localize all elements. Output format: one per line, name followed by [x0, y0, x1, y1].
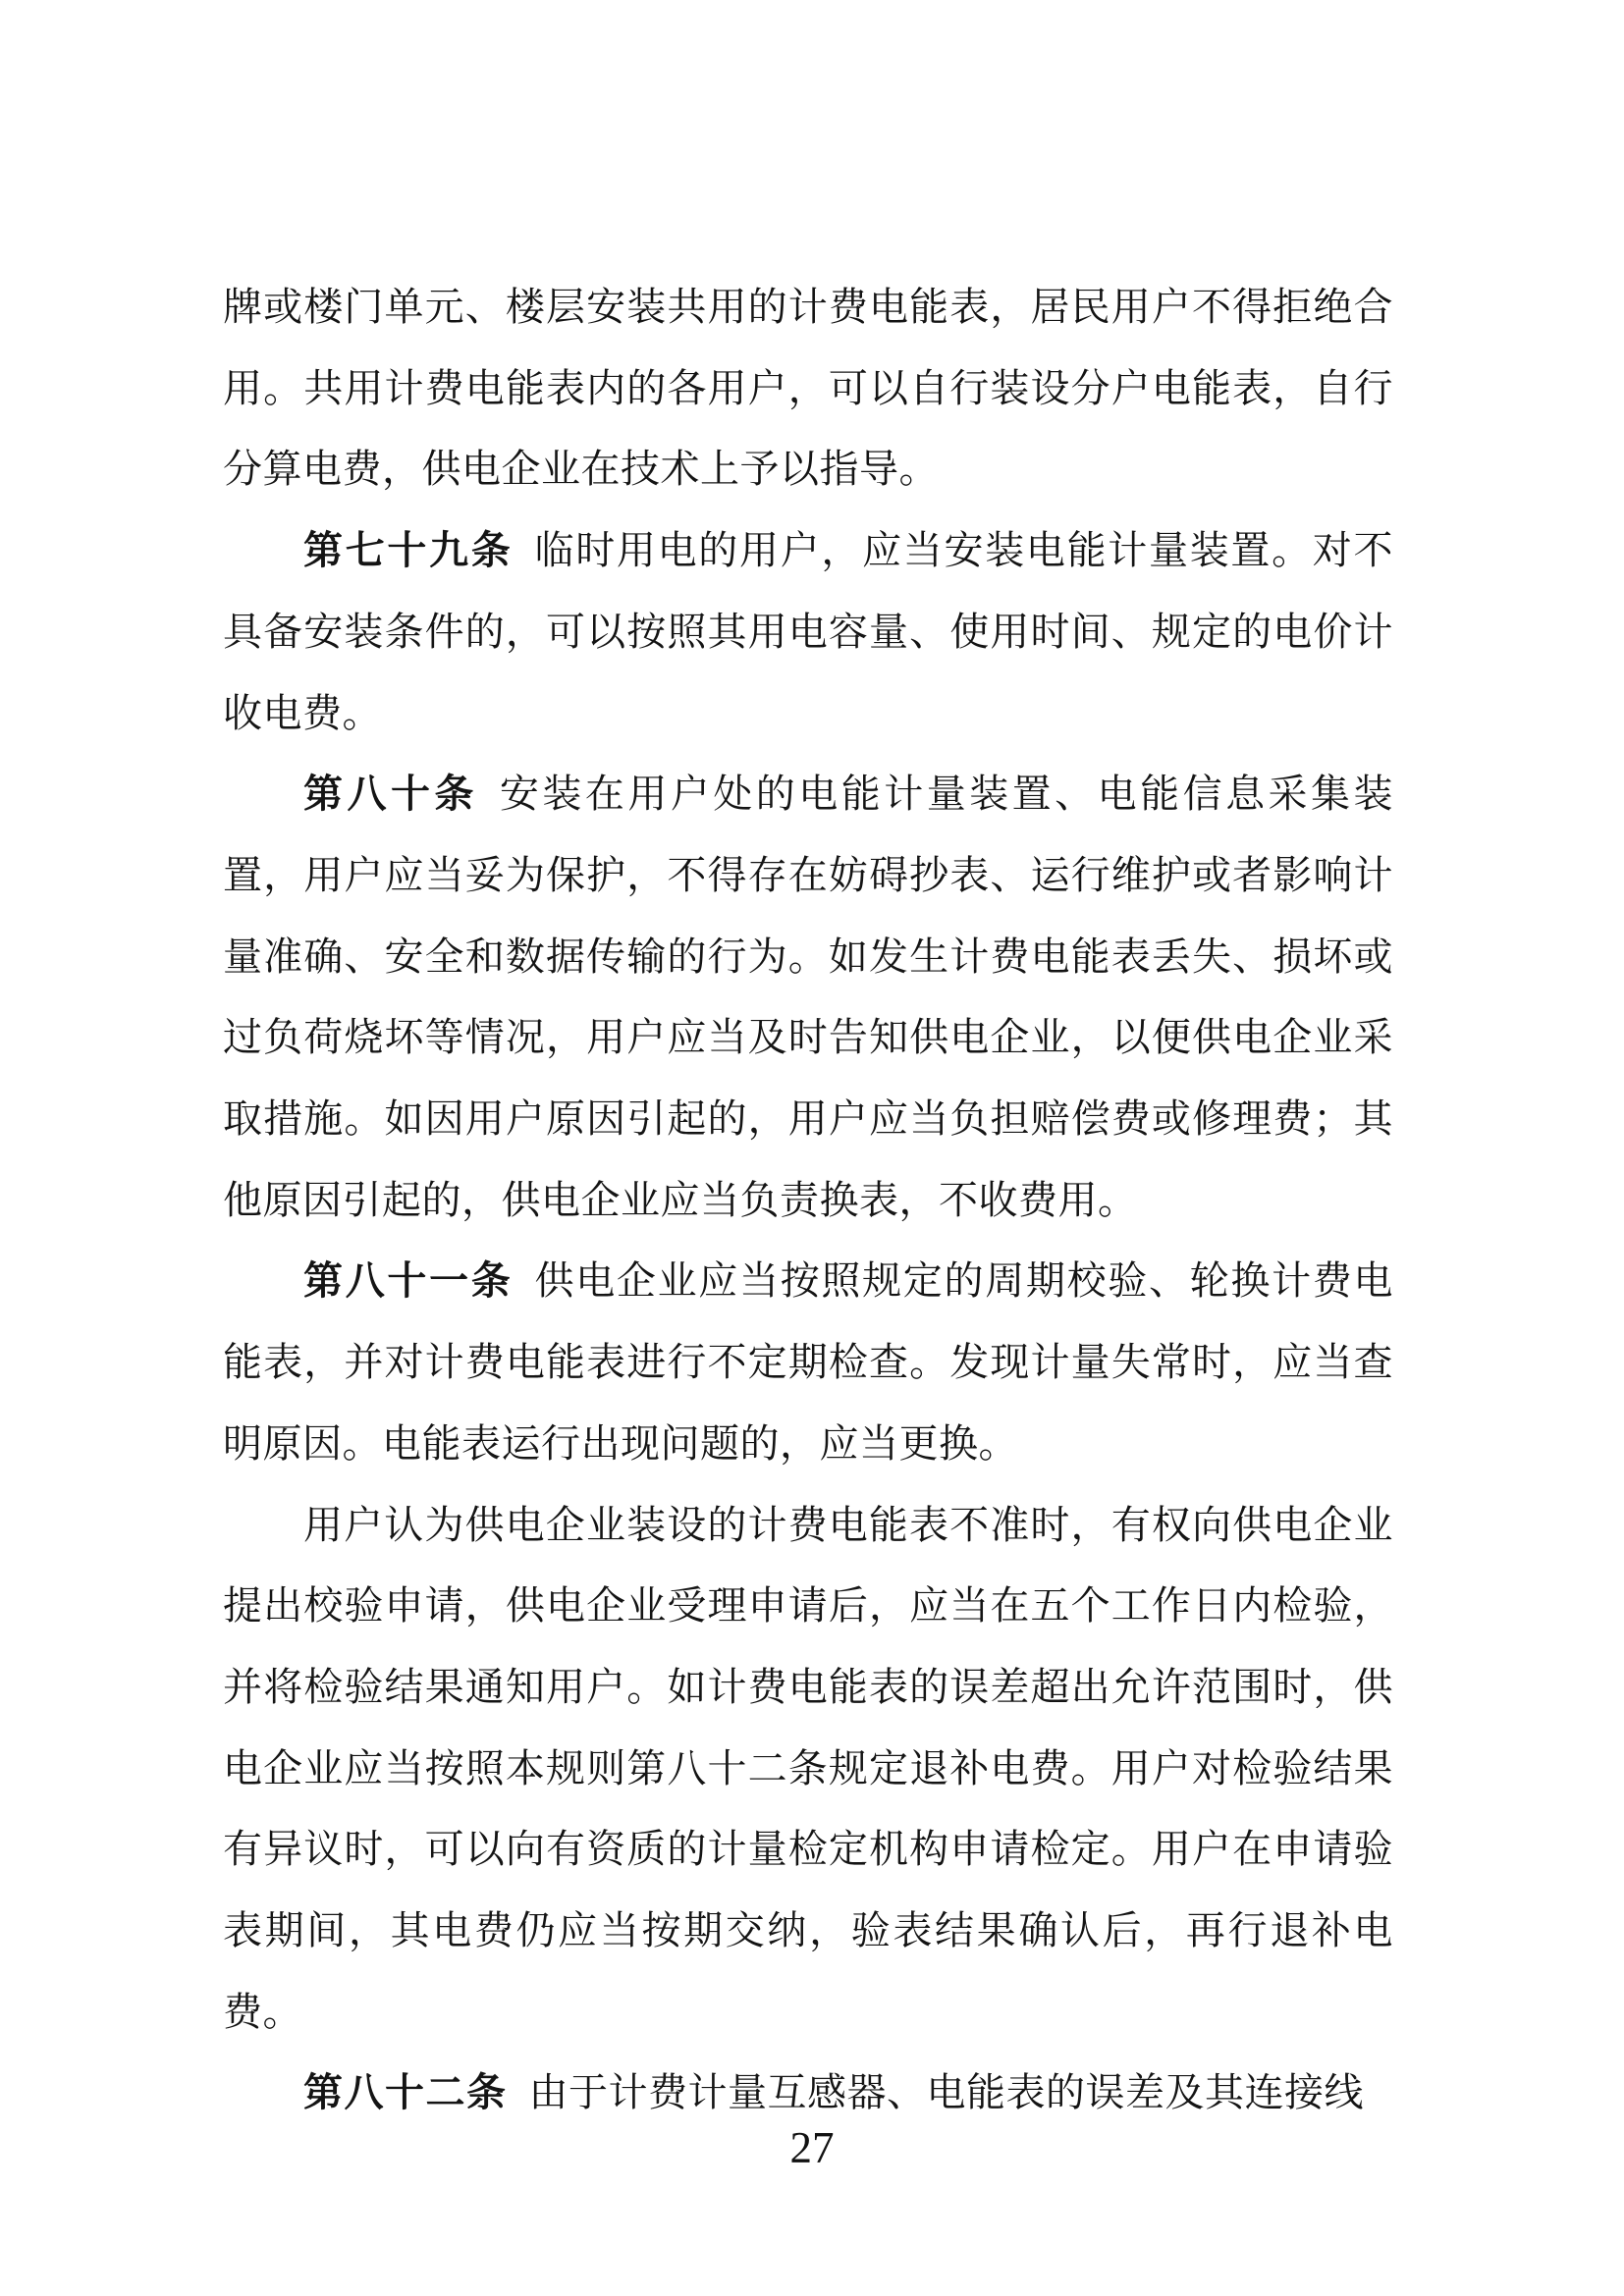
article-text: 用户认为供电企业装设的计费电能表不准时，有权向供电企业提出校验申请，供电企业受理申请后，应当在五个工作日内检验，并将检验结果通知用户。如计费电能表的误差超出允许范围时，供电企业应当按照本规则第八十二条规定退补电费。用户对检验结果有异议时，可以向有资质的计量检定机构申请检定。用户在申请验表期间，其电费仍应当按期交纳，验表结果确认后，再行退补电费。: [223, 1502, 1393, 2034]
article-number-bold: 第八十二条: [303, 2071, 508, 2115]
article-text: 临时用电的用户，应当安装电能计量装置。对不具备安装条件的，可以按照其用电容量、使用时间、规定的电价计收电费。: [223, 528, 1393, 735]
article-text: 由于计费计量互感器、电能表的误差及其连接线: [528, 2070, 1364, 2115]
article-number-bold: 第八十条: [303, 773, 478, 817]
paragraph-article-79: [223, 510, 1393, 754]
paragraph-meter-verification: [223, 1485, 1393, 2054]
article-text: 供电企业应当按照规定的周期校验、轮换计费电能表，并对计费电能表进行不定期检查。发现计量失常时，应当查明原因。电能表运行出现问题的，应当更换。: [223, 1258, 1393, 1466]
article-text: 牌或楼门单元、楼层安装共用的计费电能表，居民用户不得拒绝合用。共用计费电能表内的各用户，可以自行装设分户电能表，自行分算电费，供电企业在技术上予以指导。: [223, 285, 1393, 492]
document-body: [223, 267, 1393, 2134]
paragraph-article-81: [223, 1241, 1393, 1484]
paragraph-article-80: [223, 754, 1393, 1241]
page-number: 27: [789, 2123, 835, 2172]
article-text: 安装在用户处的电能计量装置、电能信息采集装置，用户应当妥为保护，不得存在妨碍抄表、运行维护或者影响计量准确、安全和数据传输的行为。如发生计费电能表丢失、损坏或过负荷烧坏等情况，用户应当及时告知供电企业，以便供电企业采取措施。如因用户原因引起的，用户应当负担赔偿费或修理费；其他原因引起的，供电企业应当负责换表，不收费用。: [223, 772, 1394, 1222]
paragraph-article-82: [223, 2053, 1393, 2134]
article-number-bold: 第八十一条: [303, 1259, 514, 1304]
paragraph-continuation: [223, 267, 1393, 510]
article-number-bold: 第七十九条: [303, 529, 514, 573]
